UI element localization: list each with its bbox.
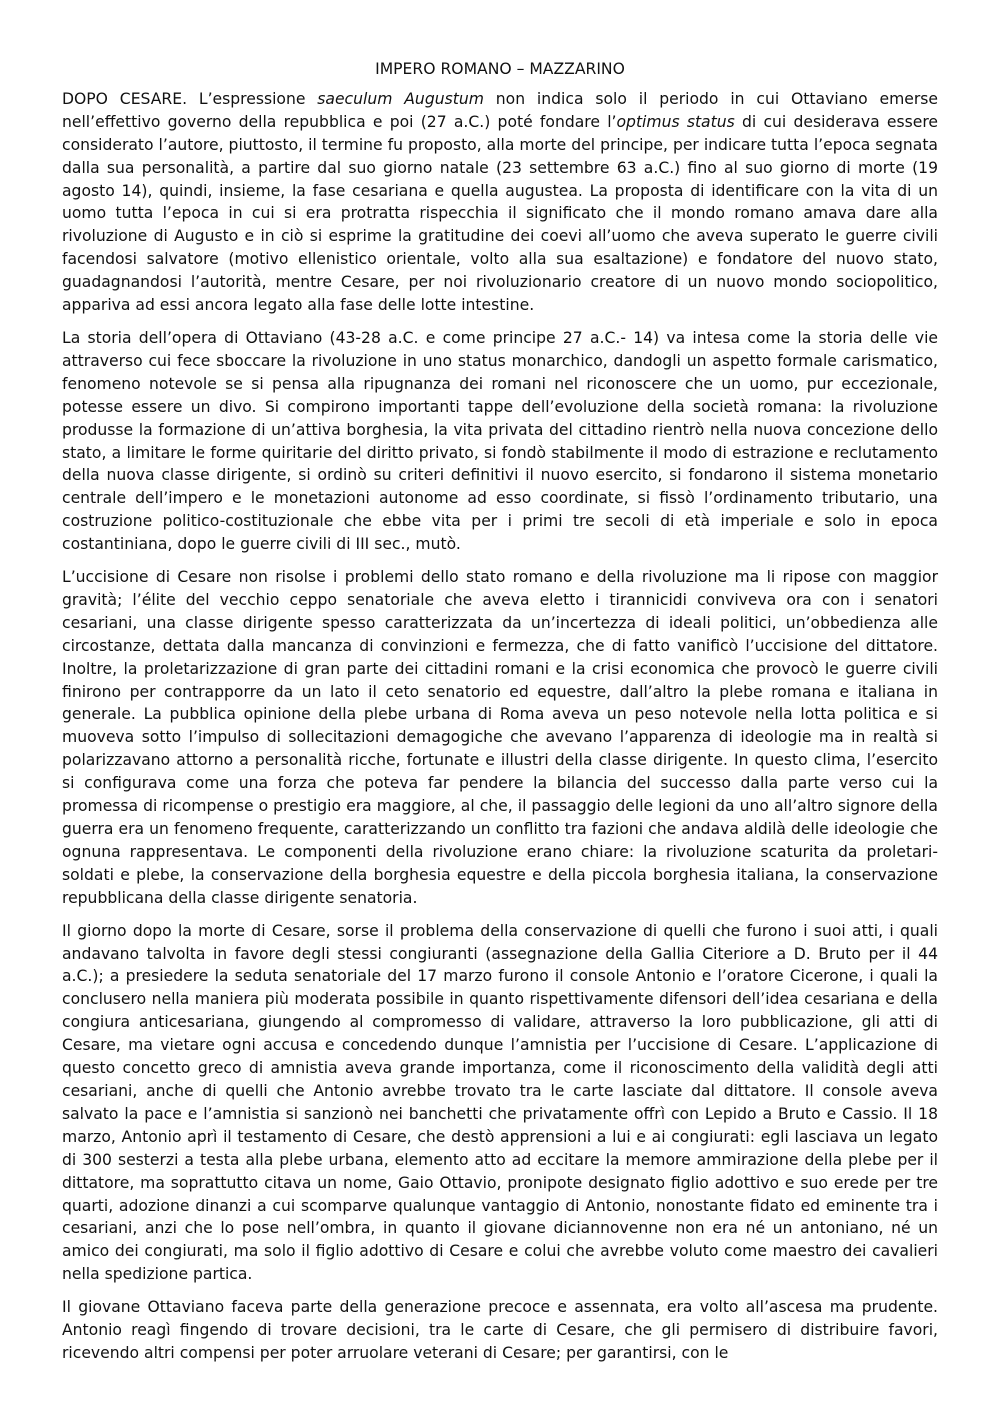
paragraph [62, 1296, 938, 1365]
paragraph [62, 920, 938, 1287]
paragraph-text: DOPO CESARE. L’espressione [62, 89, 318, 108]
page-title: IMPERO ROMANO – MAZZARINO [375, 60, 625, 78]
paragraph-text: La storia dell’opera di Ottaviano (43-28 a.C. e come principe 27 a.C.- 14) va intesa come la storia delle vie attraverso cui fece sboccare la rivoluzione in uno status monarchico, dandogli un aspetto formale carismatico, fenomeno notevole se si pensa alla ripugnanza dei romani nel riconoscere che un uomo, pur eccezionale, potesse essere un divo. Si compirono importanti tappe dell’evoluzione della società romana: la rivoluzione produsse la formazione di un’attiva borghesia, la vita privata del cittadino rientrò nella nuova concezione dello stato, a limitare le forme quiritarie del diritto privato, si fondò stabilmente il modo di estrazione e reclutamento della nuova classe dirigente, si ordinò su criteri definitivi il nuovo esercito, si fondarono il sistema monetario centrale dell’impero e le monetazioni autonome ad esso coordinate, si fissò l’ordinamento tributario, una costruzione politico-costituzionale che ebbe vita per i primi tre secoli di età imperiale e solo in epoca costantiniana, dopo le guerre civili di III sec., mutò. [62, 328, 938, 554]
document-body [62, 88, 938, 1365]
paragraph [62, 566, 938, 910]
paragraph-text: Il giovane Ottaviano faceva parte della generazione precoce e assennata, era volto all’ascesa ma prudente. Antonio reagì fingendo di trovare decisioni, tra le carte di Cesare, che gli permisero di distribuire favori, ricevendo altri compensi per poter arruolare veterani di Cesare; per garantirsi, con le [62, 1298, 938, 1362]
paragraph [62, 88, 938, 317]
paragraph-text: Il giorno dopo la morte di Cesare, sorse il problema della conservazione di quelli che furono i suoi atti, i quali andavano talvolta in favore degli stessi congiuranti (assegnazione della Gallia Citeriore a D. Bruto per il 44 a.C.); a presiedere la seduta senatoriale del 17 marzo furono il console Antonio e l’oratore Cicerone, i quali la conclusero nella maniera più moderata possibile in quanto rispettivamente difensori dell’idea cesariana e della congiura anticesariana, giungendo al compromesso di validare, attraverso la loro pubblicazione, gli atti di Cesare, ma vietare ogni accusa e concedendo dunque l’amnistia per l’uccisione di Cesare. L’applicazione di questo concetto greco di amnistia aveva grande importanza, come il riconoscimento della validità degli atti cesariani, anche di quelli che Antonio avrebbe trovato tra le carte lasciate dal dittatore. Il console aveva salvato la pace e l’amnistia si sanzionò nei banchetti che privatamente offrì con Lepido a Bruto e Cassio. Il 18 marzo, Antonio aprì il testamento di Cesare, che destò apprensioni a lui e ai congiurati: egli lasciava un legato di 300 sesterzi a testa alla plebe urbana, elemento atto ad eccitare la memore ammirazione della plebe per il dittatore, ma soprattutto citava un nome, Gaio Ottavio, pronipote designato figlio adottivo e suo erede per tre quarti, adozione dinanzi a cui scomparve qualunque vantaggio di Antonio, nonostante fidato ed eminente tra i cesariani, anzi che lo pose nell’ombra, in quanto il giovane diciannovenne non era né un antoniano, né un amico dei congiurati, ma solo il figlio adottivo di Cesare e colui che avrebbe voluto come maestro dei cavalieri nella spedizione partica. [62, 921, 938, 1284]
italic-term: saeculum Augustum [317, 89, 484, 108]
paragraph-text: L’uccisione di Cesare non risolse i problemi dello stato romano e della rivoluzione ma li ripose con maggior gravità; l’élite del vecchio ceppo senatoriale che aveva eletto i tirannicidi conviveva ora con i senatori cesariani, una classe dirigente spesso caratterizzata da un’incertezza di ideali politici, un’obbedienza alle circostanze, dettata dalla mancanza di convinzioni e fermezza, che di fatto vanificò l’uccisione del dittatore. Inoltre, la proletarizzazione di gran parte dei cittadini romani e la crisi economica che provocò le guerre civili finirono per contrapporre da un lato il ceto senatorio ed equestre, dall’altro la plebe romana e italiana in generale. La pubblica opinione della plebe urbana di Roma aveva un peso notevole nella lotta politica e si muoveva sotto l’impulso di sollecitazioni demagogiche che avevano l’apparenza di ideologie ma in realtà si polarizzavano attorno a personalità ricche, fortunate e illustri della classe dirigente. In questo clima, l’esercito si configurava come una forza che poteva far pendere la bilancia del successo dalla parte verso cui la promessa di ricompense o prestigio era maggiore, al che, il passaggio delle legioni da uno all’altro signore della guerra era un fenomeno frequente, caratterizzando un conflitto tra fazioni che andava aldilà delle ideologie che ognuna rappresentava. Le componenti della rivoluzione erano chiare: la rivoluzione scaturita da proletari-soldati e plebe, la conservazione della borghesia equestre e della piccola borghesia italiana, la conservazione repubblicana della classe dirigente senatoria. [62, 568, 938, 907]
paragraph-text: non indica solo il periodo in cui Ottaviano emerse nell’effettivo governo della repubblica e poi (27 a.C.) poté fondare l’ [62, 89, 938, 131]
italic-term: optimus status [616, 112, 735, 131]
paragraph [62, 327, 938, 556]
paragraph-text: di cui desiderava essere considerato l’autore, piuttosto, il termine fu proposto, alla morte del principe, per indicare tutta l’epoca segnata dalla sua personalità, a partire dal suo giorno natale (23 settembre 63 a.C.) fino al suo giorno di morte (19 agosto 14), quindi, insieme, la fase cesariana e quella augustea. La proposta di identificare con la vita di un uomo tutta l’epoca in cui si era protratta rispecchia il significato che il mondo romano amava dare alla rivoluzione di Augusto e in ciò si esprime la gratitudine dei coevi all’uomo che aveva superato le guerre civili facendosi salvatore (motivo ellenistico orientale, volto alla sua esaltazione) e fondatore del nuovo stato, guadagnandosi l’autorità, mentre Cesare, per noi rivoluzionario creatore di un nuovo mondo sociopolitico, appariva ad essi ancora legato alla fase delle lotte intestine. [62, 112, 939, 315]
